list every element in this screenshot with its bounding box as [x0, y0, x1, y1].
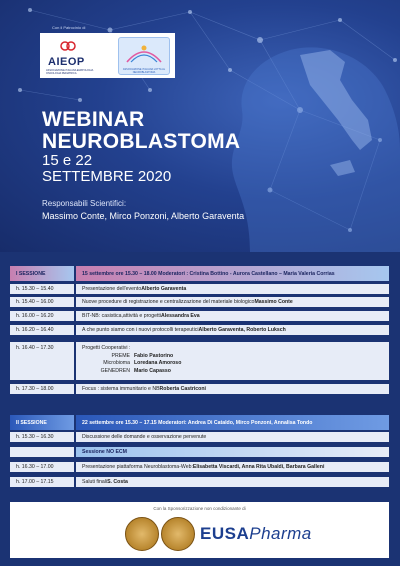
title-webinar: WEBINAR	[42, 108, 145, 131]
event-dates: 15 e 22	[42, 152, 93, 169]
seal-icon	[161, 517, 195, 551]
session-label: I SESSIONE	[10, 266, 74, 281]
bridge-icon	[119, 38, 169, 68]
row-description	[76, 384, 389, 394]
row-text: Presentazione piattaforma Neuroblastoma-Web:	[82, 464, 193, 470]
cooperative-projects-list	[82, 345, 181, 375]
schedule-row	[10, 432, 389, 442]
row-description	[76, 477, 389, 487]
row-speaker: S. Costa	[107, 479, 128, 485]
project-item	[82, 368, 181, 376]
session-details: 22 settembre ore 15.30 – 17.15 Moderatori: Andrea Di Cataldo, Mirco Ponzoni, Annalisa Tondo	[76, 415, 389, 430]
row-speaker: Alberto Garaventa, Roberto Luksch	[198, 327, 286, 333]
footer	[0, 496, 400, 566]
row-speaker: Roberta Castriconi	[159, 386, 206, 392]
schedule-row	[10, 462, 389, 472]
row-time: h. 16.30 – 17.00	[10, 462, 74, 472]
event-month-year: SETTEMBRE 2020	[42, 168, 172, 185]
title-neuroblastoma: NEUROBLASTOMA	[42, 130, 241, 153]
eusa-pharma-logo	[200, 524, 312, 544]
brand-name-italic: Pharma	[249, 524, 312, 543]
project-lead: Fabio Pastorino	[134, 352, 174, 359]
schedule-row	[10, 384, 389, 394]
aieop-logo-subtitle: ASSOCIAZIONE ITALIANA EMATOLOGIA ONCOLOGIA PEDIATRICA	[46, 69, 94, 75]
session-details: 15 settembre ore 15.30 – 18.00 Moderatori : Cristina Bottino - Aurora Castellano – Maria Valeria Corrias	[76, 266, 389, 281]
header-banner	[0, 0, 400, 252]
session-header	[10, 266, 389, 281]
row-time: h. 15.30 – 15.40	[10, 284, 74, 294]
aieop-logo-icon	[60, 38, 76, 54]
cooperative-projects-header: Progetti Cooperativi :	[82, 345, 131, 351]
row-time: h. 15.30 – 16.30	[10, 432, 74, 442]
row-text: Saluti finali	[82, 479, 108, 485]
row-text: BIT-NB: casistica,attività e progetti	[82, 313, 161, 319]
row-description	[76, 297, 389, 307]
schedule-row	[10, 297, 389, 307]
row-description	[76, 462, 389, 472]
schedule-row	[10, 311, 389, 321]
association-logo-subtitle: ASSOCIAZIONE ITALIANA LOTTA AL NEUROBLASTOMA	[122, 68, 166, 74]
schedule-row-cooperative	[10, 342, 389, 380]
project-item	[82, 353, 181, 361]
row-time: h. 17.00 – 17.15	[10, 477, 74, 487]
session-header	[10, 415, 389, 430]
schedule-row	[10, 284, 389, 294]
row-time: h. 15.40 – 16.00	[10, 297, 74, 307]
row-description	[76, 325, 389, 335]
row-speaker: Alessandra Eva	[161, 313, 200, 319]
project-lead: Mario Capasso	[134, 367, 171, 374]
project-name: Microbioma	[103, 360, 130, 366]
no-ecm-label: Sessione NO ECM	[76, 447, 389, 457]
project-lead: Loredana Amoroso	[134, 360, 182, 366]
row-time: h. 16.40 – 17.30	[10, 342, 74, 380]
project-name: PREME	[111, 352, 130, 359]
row-time: h. 17.30 – 18.00	[10, 384, 74, 394]
no-ecm-row	[10, 447, 389, 457]
project-name: GENEDREN	[100, 367, 130, 374]
row-text: Focus : sistema immunitario e NB	[82, 386, 160, 392]
row-time	[10, 447, 74, 457]
row-text: A che punto siamo con i nuovi protocolli terapeutici	[82, 327, 199, 333]
patronage-label: Con il Patrocinio di	[52, 25, 86, 30]
row-description	[76, 284, 389, 294]
scientific-leads-names: Massimo Conte, Mirco Ponzoni, Alberto Garaventa	[42, 211, 245, 221]
row-text: Nuove procedure di registrazione e centralizzazione del materiale biologico	[82, 299, 255, 305]
session-label: II SESSIONE	[10, 415, 74, 430]
row-description: Discussione delle domande e osservazione pervenute	[76, 432, 389, 442]
row-speaker: Alberto Garaventa	[141, 286, 187, 292]
sponsor-label: Con la Sponsorizzazione non condizionante di	[153, 506, 246, 511]
row-speaker: Elisabetta Viscardi, Anna Rita Ubaldi, Barbara Galleni	[192, 464, 325, 470]
scientific-leads-label: Responsabili Scientifici:	[42, 199, 127, 208]
row-time: h. 16.00 – 16.20	[10, 311, 74, 321]
row-speaker: Massimo Conte	[254, 299, 293, 305]
row-time: h. 16.20 – 16.40	[10, 325, 74, 335]
schedule-row	[10, 477, 389, 487]
project-item	[82, 360, 181, 368]
brand-name-bold: EUSA	[200, 524, 250, 543]
seal-icon	[125, 517, 159, 551]
row-text: Presentazione dell'evento	[82, 286, 142, 292]
row-description	[76, 311, 389, 321]
sponsor-box	[10, 502, 389, 558]
aieop-logo-text: AIEOP	[48, 56, 85, 68]
schedule-row	[10, 325, 389, 335]
